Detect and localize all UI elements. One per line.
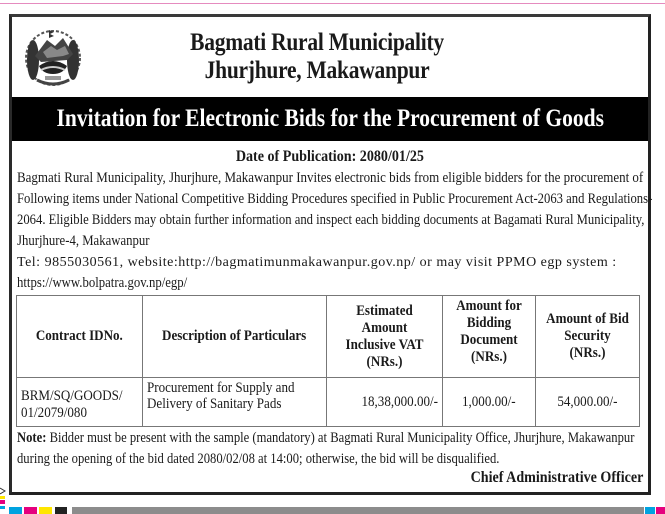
top-divider-line bbox=[0, 3, 665, 4]
body-line: Following items under National Competitive Bidding Procedures specified in Public Procurement Act-2063 and Regulations- bbox=[17, 191, 653, 207]
organization-name: Bagmati Rural Municipality bbox=[190, 29, 444, 56]
contact-line: https://www.bolpatra.gov.np/egp/ bbox=[17, 275, 188, 291]
table-row bbox=[17, 378, 640, 427]
note-text: Bidder must be present with the sample (mandatory) at Bagmati Rural Municipality Office, Jhurjhure, Makawanpur bbox=[46, 430, 635, 446]
print-color-bar-cyan-right bbox=[645, 507, 655, 514]
publication-date-text: Date of Publication: 2080/01/25 bbox=[235, 148, 425, 165]
print-color-bar-black bbox=[55, 507, 67, 514]
column-header-document-fee: Amount for Bidding Document (NRs.) bbox=[443, 296, 536, 378]
procurement-table bbox=[16, 295, 640, 427]
body-line: Bagmati Rural Municipality, Jhurjhure, Makawanpur Invites electronic bids from eligible bidders for the procurement of bbox=[17, 170, 644, 186]
table-header-row bbox=[17, 296, 640, 378]
cell-document-fee: 1,000.00/- bbox=[443, 378, 536, 427]
notice-title-banner bbox=[12, 97, 648, 141]
body-line: Jhurjhure-4, Makawanpur bbox=[17, 233, 150, 249]
notice-note bbox=[17, 428, 644, 470]
column-header-estimated-amount: Estimated Amount Inclusive VAT (NRs.) bbox=[327, 296, 443, 378]
print-color-bar-yellow bbox=[39, 507, 52, 514]
column-header-description: Description of Particulars bbox=[143, 296, 327, 378]
notice-body bbox=[17, 168, 653, 294]
notice-header bbox=[12, 17, 648, 97]
cell-bid-security: 54,000.00/- bbox=[536, 378, 640, 427]
note-label: Note: bbox=[17, 430, 47, 446]
column-header-bid-security: Amount of Bid Security (NRs.) bbox=[536, 296, 640, 378]
signatory-title bbox=[447, 469, 643, 487]
cell-description: Procurement for Supply and Delivery of Sanitary Pads bbox=[143, 378, 327, 427]
note-text: during the opening of the bid dated 2080/02/08 at 14:00; otherwise, the bid will be disqualified. bbox=[17, 451, 500, 467]
notice-title: Invitation for Electronic Bids for the Procurement of Goods bbox=[56, 105, 604, 132]
print-color-bar-cyan bbox=[9, 507, 22, 514]
organization-location: Jhurjhure, Makawanpur bbox=[204, 57, 430, 84]
notice-frame bbox=[9, 14, 651, 495]
column-header-contract-id: Contract IDNo. bbox=[17, 296, 143, 378]
print-color-bar-magenta-right bbox=[656, 507, 665, 514]
cell-contract-id: BRM/SQ/GOODS/01/2079/080 bbox=[17, 378, 143, 427]
body-line: 2064. Eligible Bidders may obtain further information and inspect each bidding documents at Bagamati Rural Municipality, bbox=[17, 212, 645, 228]
signatory-text: Chief Administrative Officer bbox=[470, 469, 643, 486]
cell-estimated-amount: 18,38,000.00/- bbox=[327, 378, 443, 427]
print-color-bar-magenta bbox=[24, 507, 37, 514]
registration-mark-icon bbox=[0, 486, 6, 514]
publication-date bbox=[12, 148, 648, 166]
print-color-bar-gray bbox=[72, 507, 644, 514]
contact-line: Tel: 9855030561, website:http://bagmatimunmakawanpur.gov.np/ or may visit PPMO egp system : bbox=[17, 255, 617, 270]
